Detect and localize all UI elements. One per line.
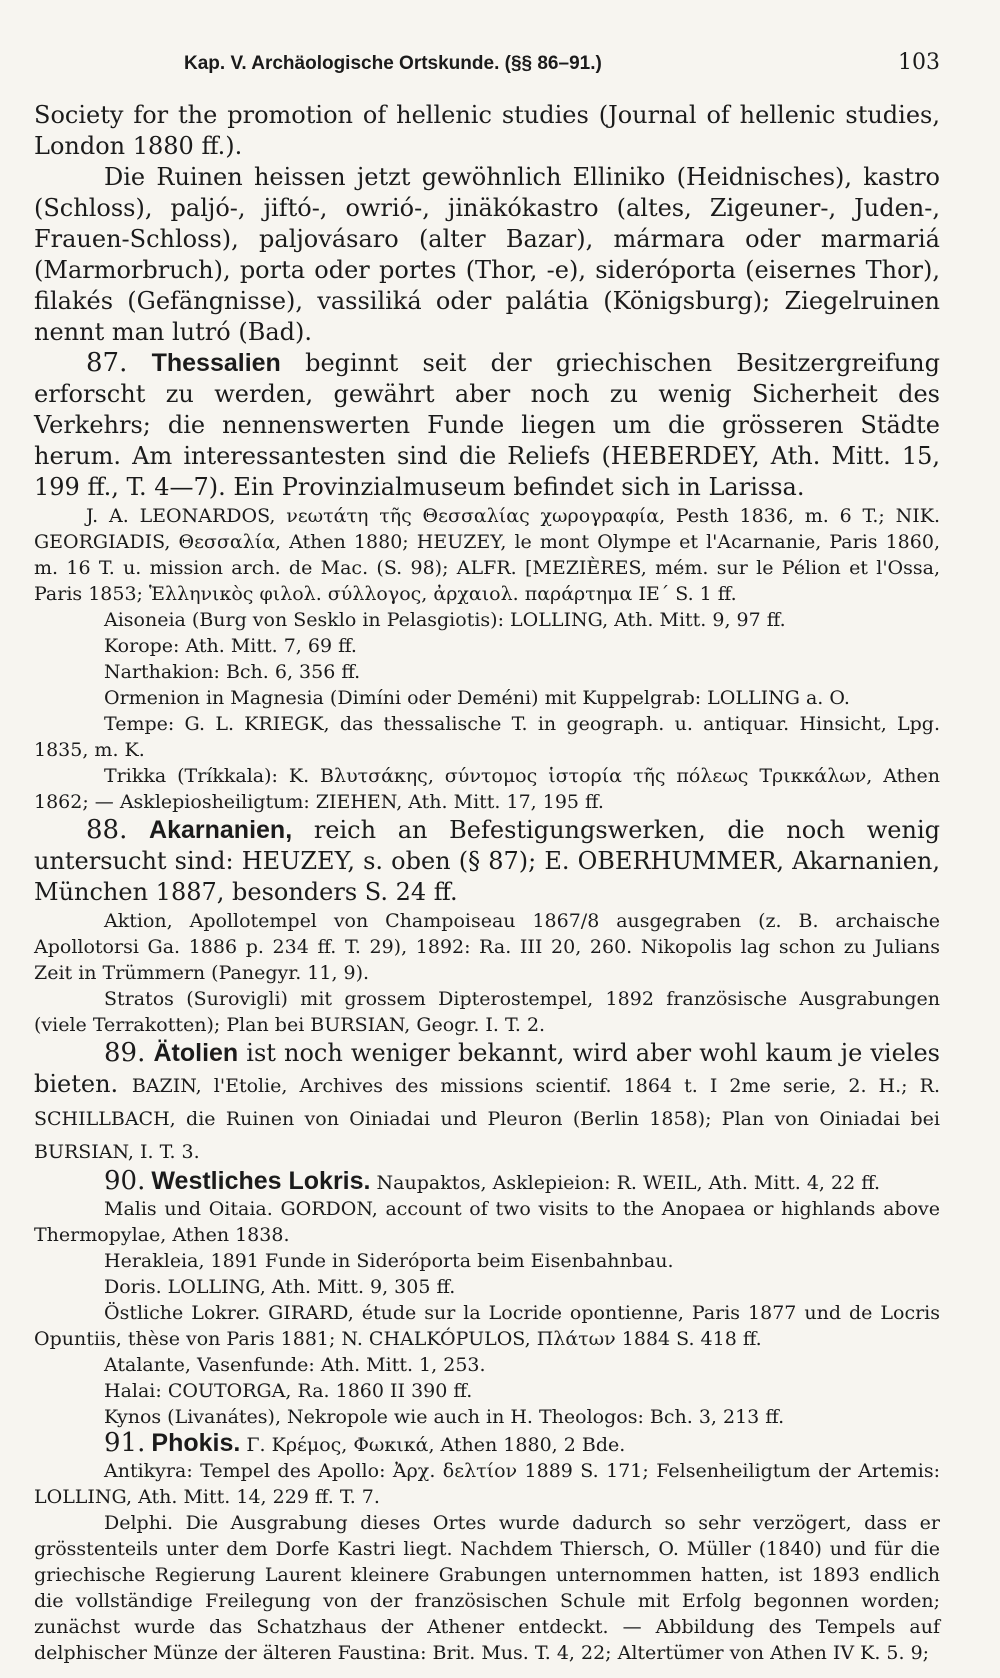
site-entry: Aktion, Apollotempel von Champoiseau 1867/8 ausgegraben (z. B. archaische Apollotorsi Ga. 1886 p. 234 ff. T. 29), 1892: Ra. III 20, 260. Nikopolis lag schon zu Julians Zeit in Trümmern (Panegyr. 11, 9).	[34, 910, 940, 984]
site-entry: Halai: COUTORGA, Ra. 1860 II 390 ff.	[104, 1380, 473, 1402]
paragraph: Society for the promotion of hellenic studies (Journal of hellenic studies, London 1880 ff.).	[34, 101, 940, 160]
section-number: 91.	[104, 1428, 146, 1458]
bibliography: BAZIN, l'Etolie, Archives des missions scientif. 1864 t. I 2me serie, 2. H.; R. SCHILLBACH, die Ruinen von Oiniadai und Pleuron (Berlin 1858); Plan von Oiniadai bei BURSIAN, I. T. 3.	[34, 1075, 940, 1163]
section-text: beginnt seit der griechischen Besitzergreifung erforscht zu werden, gewährt aber noch zu wenig Sicherheit des Verkehrs; die nennenswerten Funde liegen um die grösseren Städte herum. Am interessantesten sind die Reliefs (HEBERDEY, Ath. Mitt. 15, 199 ff., T. 4—7). Ein Provinzialmuseum befindet sich in Larissa.	[34, 349, 940, 501]
section-number: 88.	[86, 815, 128, 845]
section-heading: Ätolien	[153, 1039, 239, 1067]
section-heading: Akarnanien,	[149, 816, 293, 844]
section-89	[34, 1038, 940, 1168]
section-87	[34, 348, 940, 503]
page-number: 103	[898, 50, 940, 75]
chapter-title: Kap. V. Archäologische Ortskunde. (§§ 86–91.)	[184, 53, 602, 74]
section-88	[34, 815, 940, 908]
paragraph: Die Ruinen heissen jetzt gewöhnlich Elliniko (Heidnisches), kastro (Schloss), paljó-, jiftó-, owrió-, jinäkókastro (altes, Zigeuner-, Juden-, Frauen-Schloss), paljovásaro (alter Bazar), mármara oder marmariá (Marmorbruch), porta oder portes (Thor, -e), sideróporta (eisernes Thor), filakés (Gefängnisse), vassiliká oder palátia (Königsburg); Ziegelruinen nennt man lutró (Bad).	[34, 163, 940, 346]
section-number: 89.	[104, 1038, 146, 1068]
site-entry: Tempe: G. L. KRIEGK, das thessalische T. in geograph. u. antiquar. Hinsicht, Lpg. 1835, m. K.	[34, 713, 940, 761]
section-90	[34, 1168, 940, 1196]
section-text: ist noch weniger bekannt, wird aber wohl kaum je vieles bieten.	[34, 1039, 940, 1098]
site-entry: Östliche Lokrer. GIRARD, étude sur la Locride opontienne, Paris 1877 und de Locris Opuntiis, thèse von Paris 1881; N. CHALKÓPULOS, Πλάτων 1884 S. 418 ff.	[34, 1302, 940, 1350]
section-text: Naupaktos, Asklepieion: R. WEIL, Ath. Mitt. 4, 22 ff.	[376, 1172, 881, 1194]
section-heading: Westliches Lokris.	[151, 1167, 371, 1195]
bibliography: J. A. LEONARDOS, νεωτάτη τῆς Θεσσαλίας χωρογραφία, Pesth 1836, m. 6 T.; NIK. GEORGIADIS, Θεσσαλία, Athen 1880; HEUZEY, le mont Olympe et l'Acarnanie, Paris 1860, m. 16 T. u. mission arch. de Mac. (S. 98); ALFR. [MEZIÈRES, mém. sur le Pélion et l'Ossa, Paris 1853; Ἑλληνικὸς φιλολ. σύλλογος, ἀρχαιολ. παράρτημα ΙΕ΄ S. 1 ff.	[34, 505, 940, 605]
site-entry: Herakleia, 1891 Funde in Sideróporta beim Eisenbahnbau.	[104, 1250, 674, 1272]
site-entry: Atalante, Vasenfunde: Ath. Mitt. 1, 253.	[104, 1354, 486, 1376]
running-header	[34, 50, 940, 80]
site-entry: Antikyra: Tempel des Apollo: Ἀρχ. δελτίον 1889 S. 171; Felsenheiligtum der Artemis: LOLLING, Ath. Mitt. 14, 229 ff. T. 7.	[34, 1460, 940, 1508]
site-entry: Stratos (Surovigli) mit grossem Dipterostempel, 1892 französische Ausgrabungen (viele Terrakotten); Plan bei BURSIAN, Geogr. I. T. 2.	[34, 988, 940, 1036]
site-entry: Aisoneia (Burg von Sesklo in Pelasgiotis): LOLLING, Ath. Mitt. 9, 97 ff.	[104, 609, 786, 631]
section-heading: Phokis.	[151, 1429, 241, 1457]
site-entry: Kynos (Livanátes), Nekropole wie auch in H. Theologos: Bch. 3, 213 ff.	[104, 1406, 785, 1428]
section-text: Γ. Κρέμος, Φωκικά, Athen 1880, 2 Bde.	[246, 1434, 626, 1456]
section-text: reich an Befestigungswerken, die noch wenig untersucht sind: HEUZEY, s. oben (§ 87); E. OBERHUMMER, Akarnanien, München 1887, besonders S. 24 ff.	[34, 816, 940, 906]
section-heading: Thessalien	[151, 349, 281, 377]
section-91	[34, 1430, 940, 1458]
site-entry: Ormenion in Magnesia (Dimíni oder Deméni) mit Kuppelgrab: LOLLING a. O.	[104, 687, 850, 709]
section-number: 87.	[86, 348, 128, 378]
site-entry: Trikka (Tríkkala): K. Βλυτσάκης, σύντομος ἱστορία τῆς πόλεως Τρικκάλων, Athen 1862; — Asklepiosheiligtum: ZIEHEN, Ath. Mitt. 17, 195 ff.	[34, 765, 940, 813]
site-entry: Narthakion: Bch. 6, 356 ff.	[104, 661, 361, 683]
section-number: 90.	[104, 1166, 146, 1196]
site-entry: Doris. LOLLING, Ath. Mitt. 9, 305 ff.	[104, 1276, 456, 1298]
site-entry: Delphi. Die Ausgrabung dieses Ortes wurde dadurch so sehr verzögert, dass er grösstenteils unter dem Dorfe Kastri liegt. Nachdem Thiersch, O. Müller (1840) und für die griechische Regierung Laurent kleinere Grabungen unternommen hatten, ist 1893 endlich die vollständige Freilegung von der französischen Schule mit Erfolg begonnen worden; zunächst wurde das Schatzhaus der Athener entdeckt. — Abbildung des Tempels auf delphischer Münze der älteren Faustina: Brit. Mus. T. 4, 22; Altertümer von Athen IV K. 5. 9;	[34, 1512, 940, 1664]
site-entry: Korope: Ath. Mitt. 7, 69 ff.	[104, 635, 357, 657]
site-entry: Malis und Oitaia. GORDON, account of two visits to the Anopaea or highlands above Thermopylae, Athen 1838.	[34, 1198, 940, 1246]
